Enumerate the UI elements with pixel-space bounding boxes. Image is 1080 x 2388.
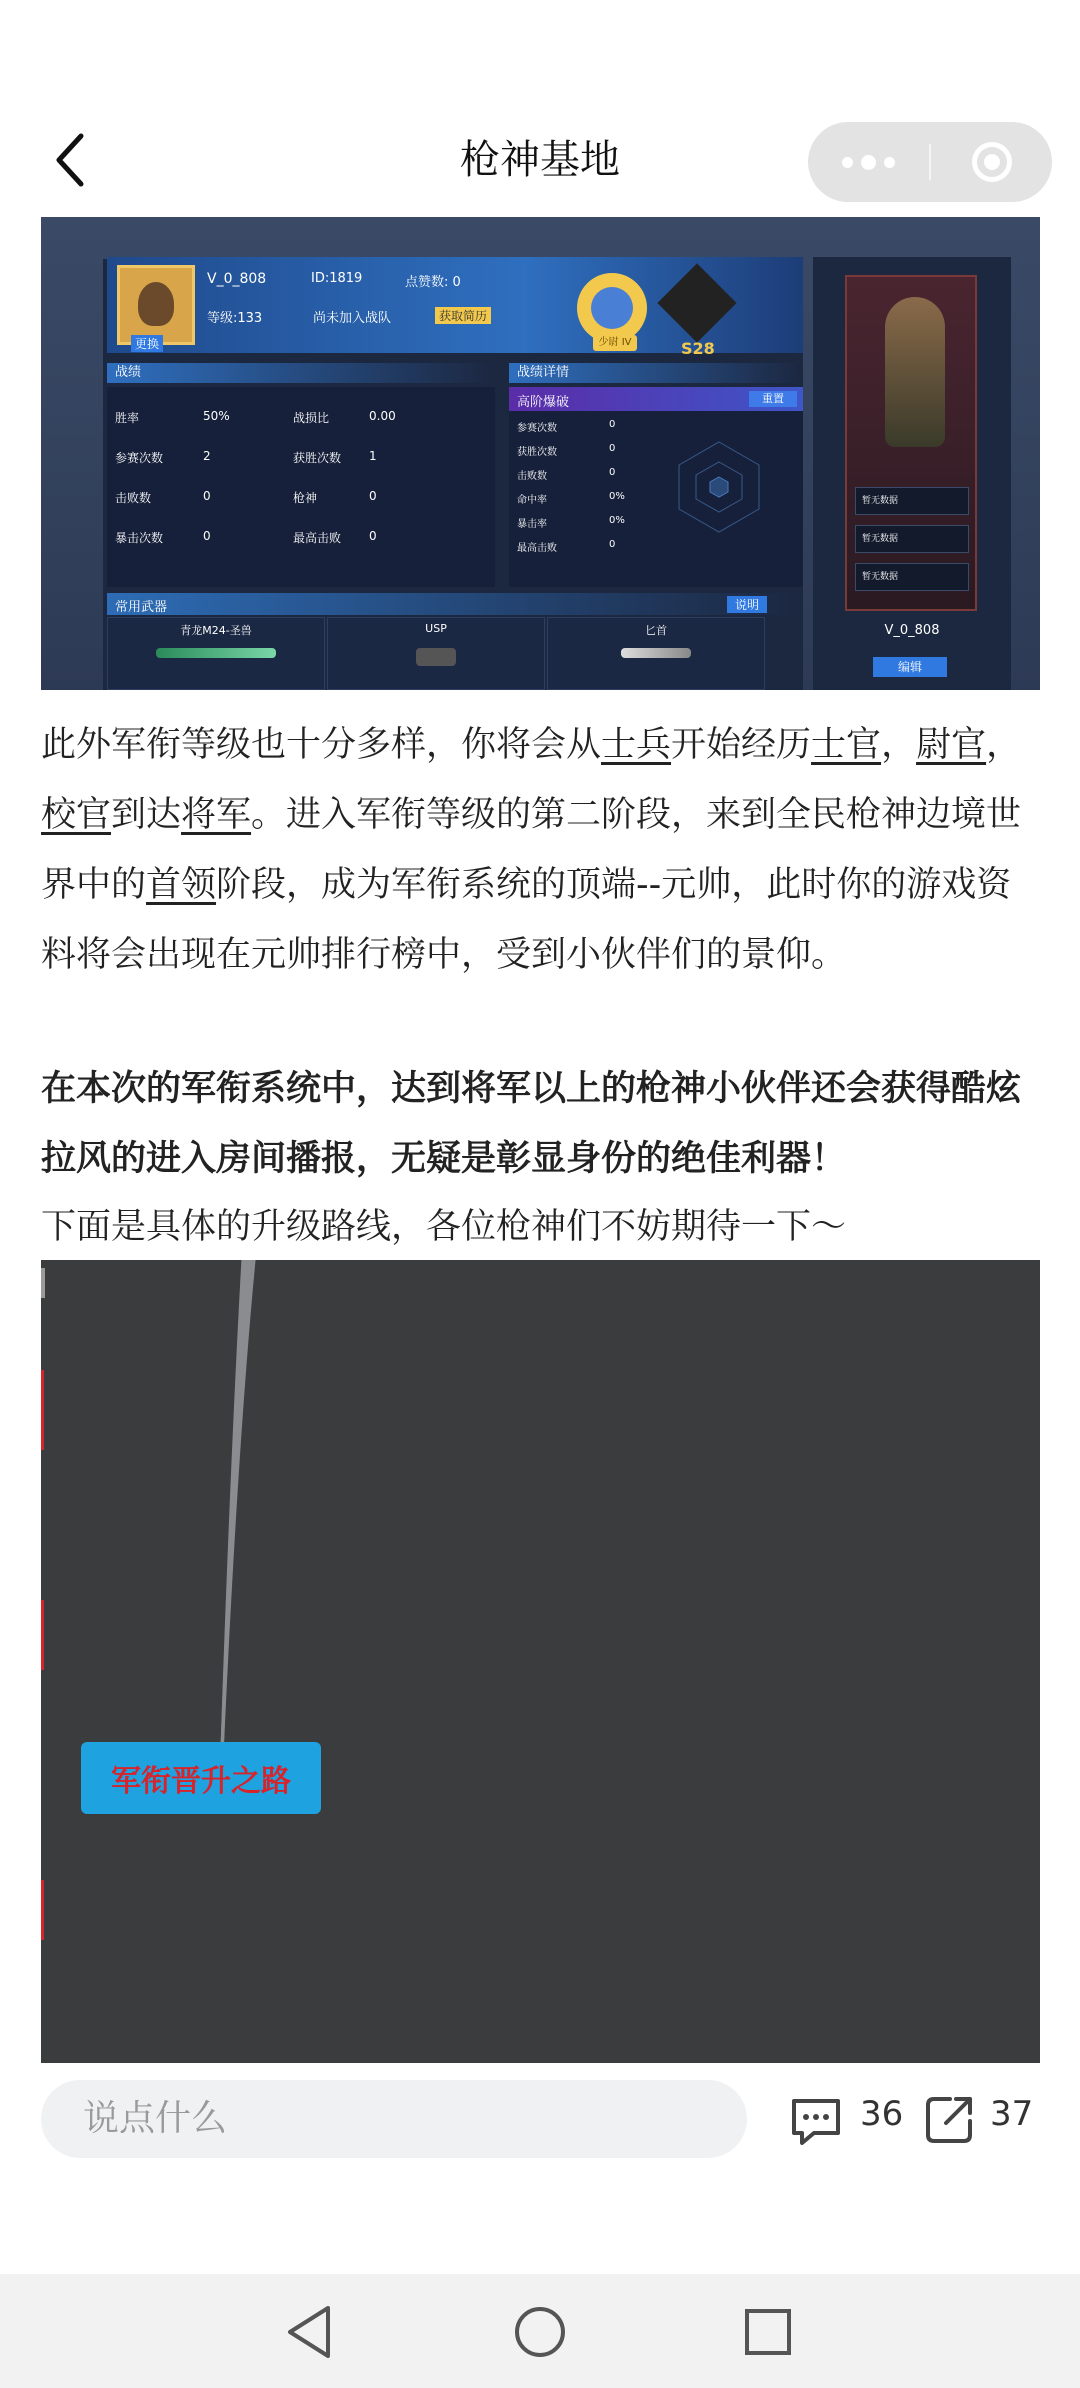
share-icon[interactable] xyxy=(924,2093,976,2145)
character-panel xyxy=(813,257,1011,690)
character-slot: 暂无数据 xyxy=(855,487,969,515)
stat-label: 枪神 xyxy=(293,491,318,505)
underlined-term: 校官 xyxy=(41,795,112,835)
weapon-slot xyxy=(107,617,325,690)
avatar xyxy=(117,265,195,345)
character-card xyxy=(845,275,977,611)
stat-value: 0 xyxy=(203,529,211,543)
underlined-term: 将军 xyxy=(181,795,252,835)
stat-value: 0.00 xyxy=(369,409,396,423)
stat-value: 0 xyxy=(203,489,211,503)
stat-value: 0 xyxy=(369,529,377,543)
detail-label: 参赛次数 xyxy=(517,423,557,434)
underlined-term: 尉官 xyxy=(916,725,987,765)
knife-icon xyxy=(621,648,691,658)
text-segment: 。进入军衔等级的第二阶段，来到全民枪神边境世界中的 xyxy=(41,795,1022,905)
article-paragraph: 下面是具体的升级路线，各位枪神们不妨期待一下～ xyxy=(41,1207,847,1247)
details-reset-label: 重置 xyxy=(749,391,797,407)
weapons-heading-bar xyxy=(107,593,803,615)
home-circle-icon xyxy=(512,2304,568,2360)
player-id: ID:1819 xyxy=(311,271,363,286)
sniper-rifle-icon xyxy=(156,648,276,658)
comment-icon[interactable] xyxy=(790,2095,842,2147)
stat-label: 胜率 xyxy=(115,411,140,425)
stat-label: 击败数 xyxy=(115,491,152,505)
stat-value: 1 xyxy=(369,449,377,463)
details-mode: 高阶爆破 xyxy=(517,395,570,410)
nav-home-button[interactable] xyxy=(510,2302,570,2362)
detail-value: 0 xyxy=(609,419,616,430)
weapons-explain-label: 说明 xyxy=(727,596,767,613)
stat-label: 获胜次数 xyxy=(293,451,342,465)
weapon-slot xyxy=(327,617,545,690)
detail-value: 0 xyxy=(609,539,616,550)
player-name: V_0_808 xyxy=(207,271,267,287)
character-name: V_0_808 xyxy=(884,623,940,638)
dot-icon xyxy=(884,157,895,168)
character-slot: 暂无数据 xyxy=(855,525,969,553)
game-profile-screenshot xyxy=(41,217,1040,690)
article-paragraph xyxy=(41,710,1040,990)
rank-promotion-mindmap xyxy=(41,1260,1040,2063)
details-mode-bar xyxy=(509,387,803,411)
season-label: S28 xyxy=(681,339,715,358)
detail-label: 暴击率 xyxy=(517,519,547,530)
mindmap-connector xyxy=(221,1260,387,1778)
underlined-term: 首领 xyxy=(146,865,217,905)
pistol-icon xyxy=(416,648,456,666)
character-figure xyxy=(885,297,945,447)
text-segment: 阶段，成为军衔系统的顶端--元帅，此时你的游戏资料将会出现在元帅排行榜中，受到小伙伴们的景仰。 xyxy=(41,865,1012,975)
capsule-divider xyxy=(929,144,931,180)
close-mini-program-button[interactable] xyxy=(932,122,1052,202)
weapon-name: USP xyxy=(425,622,447,635)
character-edit-label: 编辑 xyxy=(873,657,947,677)
player-team: 尚未加入战队 xyxy=(313,311,392,326)
stat-label: 最高击败 xyxy=(293,531,342,545)
stat-label: 暴击次数 xyxy=(115,531,164,545)
detail-value: 0 xyxy=(609,443,616,454)
radar-chart-icon xyxy=(669,437,769,537)
weapon-slot xyxy=(547,617,765,690)
mini-program-capsule xyxy=(808,122,1052,202)
stat-value: 50% xyxy=(203,409,230,423)
detail-label: 获胜次数 xyxy=(517,447,557,458)
underlined-term: 士官 xyxy=(811,725,882,765)
detail-label: 最高击败 xyxy=(517,543,557,554)
text-segment: ， xyxy=(986,725,1022,765)
character-slot: 暂无数据 xyxy=(855,563,969,591)
comment-input[interactable]: 说点什么 xyxy=(41,2080,747,2158)
stats-table xyxy=(107,387,495,587)
comment-count: 36 xyxy=(860,2094,904,2134)
target-icon xyxy=(972,142,1012,182)
underlined-term: 士兵 xyxy=(601,725,672,765)
system-nav-bar xyxy=(0,2274,1080,2388)
detail-label: 击败数 xyxy=(517,471,547,482)
weapon-name: 匕首 xyxy=(645,624,667,637)
detail-value: 0% xyxy=(609,515,625,526)
details-box xyxy=(509,387,803,587)
stat-label: 战损比 xyxy=(293,411,330,425)
detail-value: 0 xyxy=(609,467,616,478)
weapon-name: 青龙M24-圣兽 xyxy=(180,624,252,637)
rank-badge-icon xyxy=(577,273,647,343)
team-button: 获取简历 xyxy=(435,307,491,324)
stat-value: 2 xyxy=(203,449,211,463)
text-segment: 到达 xyxy=(111,795,182,835)
rank-label: 少尉 IV xyxy=(593,335,637,351)
change-avatar-label: 更换 xyxy=(131,335,163,352)
more-button[interactable] xyxy=(808,122,928,202)
detail-value: 0% xyxy=(609,491,625,502)
text-segment: ， xyxy=(881,725,917,765)
stat-label: 参赛次数 xyxy=(115,451,164,465)
text-segment: 此外军衔等级也十分多样，你将会从 xyxy=(41,725,602,765)
recents-square-icon xyxy=(742,2306,794,2358)
stats-heading: 战绩 xyxy=(107,363,495,383)
dot-icon xyxy=(861,155,876,170)
stat-value: 0 xyxy=(369,489,377,503)
mindmap-connectors xyxy=(41,1260,1040,2063)
player-level: 等级:133 xyxy=(207,311,263,326)
nav-recents-button[interactable] xyxy=(738,2302,798,2362)
nav-back-button[interactable] xyxy=(280,2302,340,2362)
details-heading: 战绩详情 xyxy=(509,363,803,383)
player-likes: 点赞数: 0 xyxy=(405,275,461,290)
share-count: 37 xyxy=(990,2094,1034,2134)
weapons-heading: 常用武器 xyxy=(115,600,168,615)
mindmap-root: 军衔晋升之路 xyxy=(81,1742,321,1814)
page-title: 枪神基地 xyxy=(460,137,620,183)
back-triangle-icon xyxy=(284,2304,336,2360)
detail-label: 命中率 xyxy=(517,495,547,506)
article-bold-paragraph: 在本次的军衔系统中，达到将军以上的枪神小伙伴还会获得酷炫拉风的进入房间播报，无疑是彰显身份的绝佳利器！ xyxy=(41,1069,1022,1179)
text-segment: 开始经历 xyxy=(671,725,812,765)
dot-icon xyxy=(842,157,853,168)
